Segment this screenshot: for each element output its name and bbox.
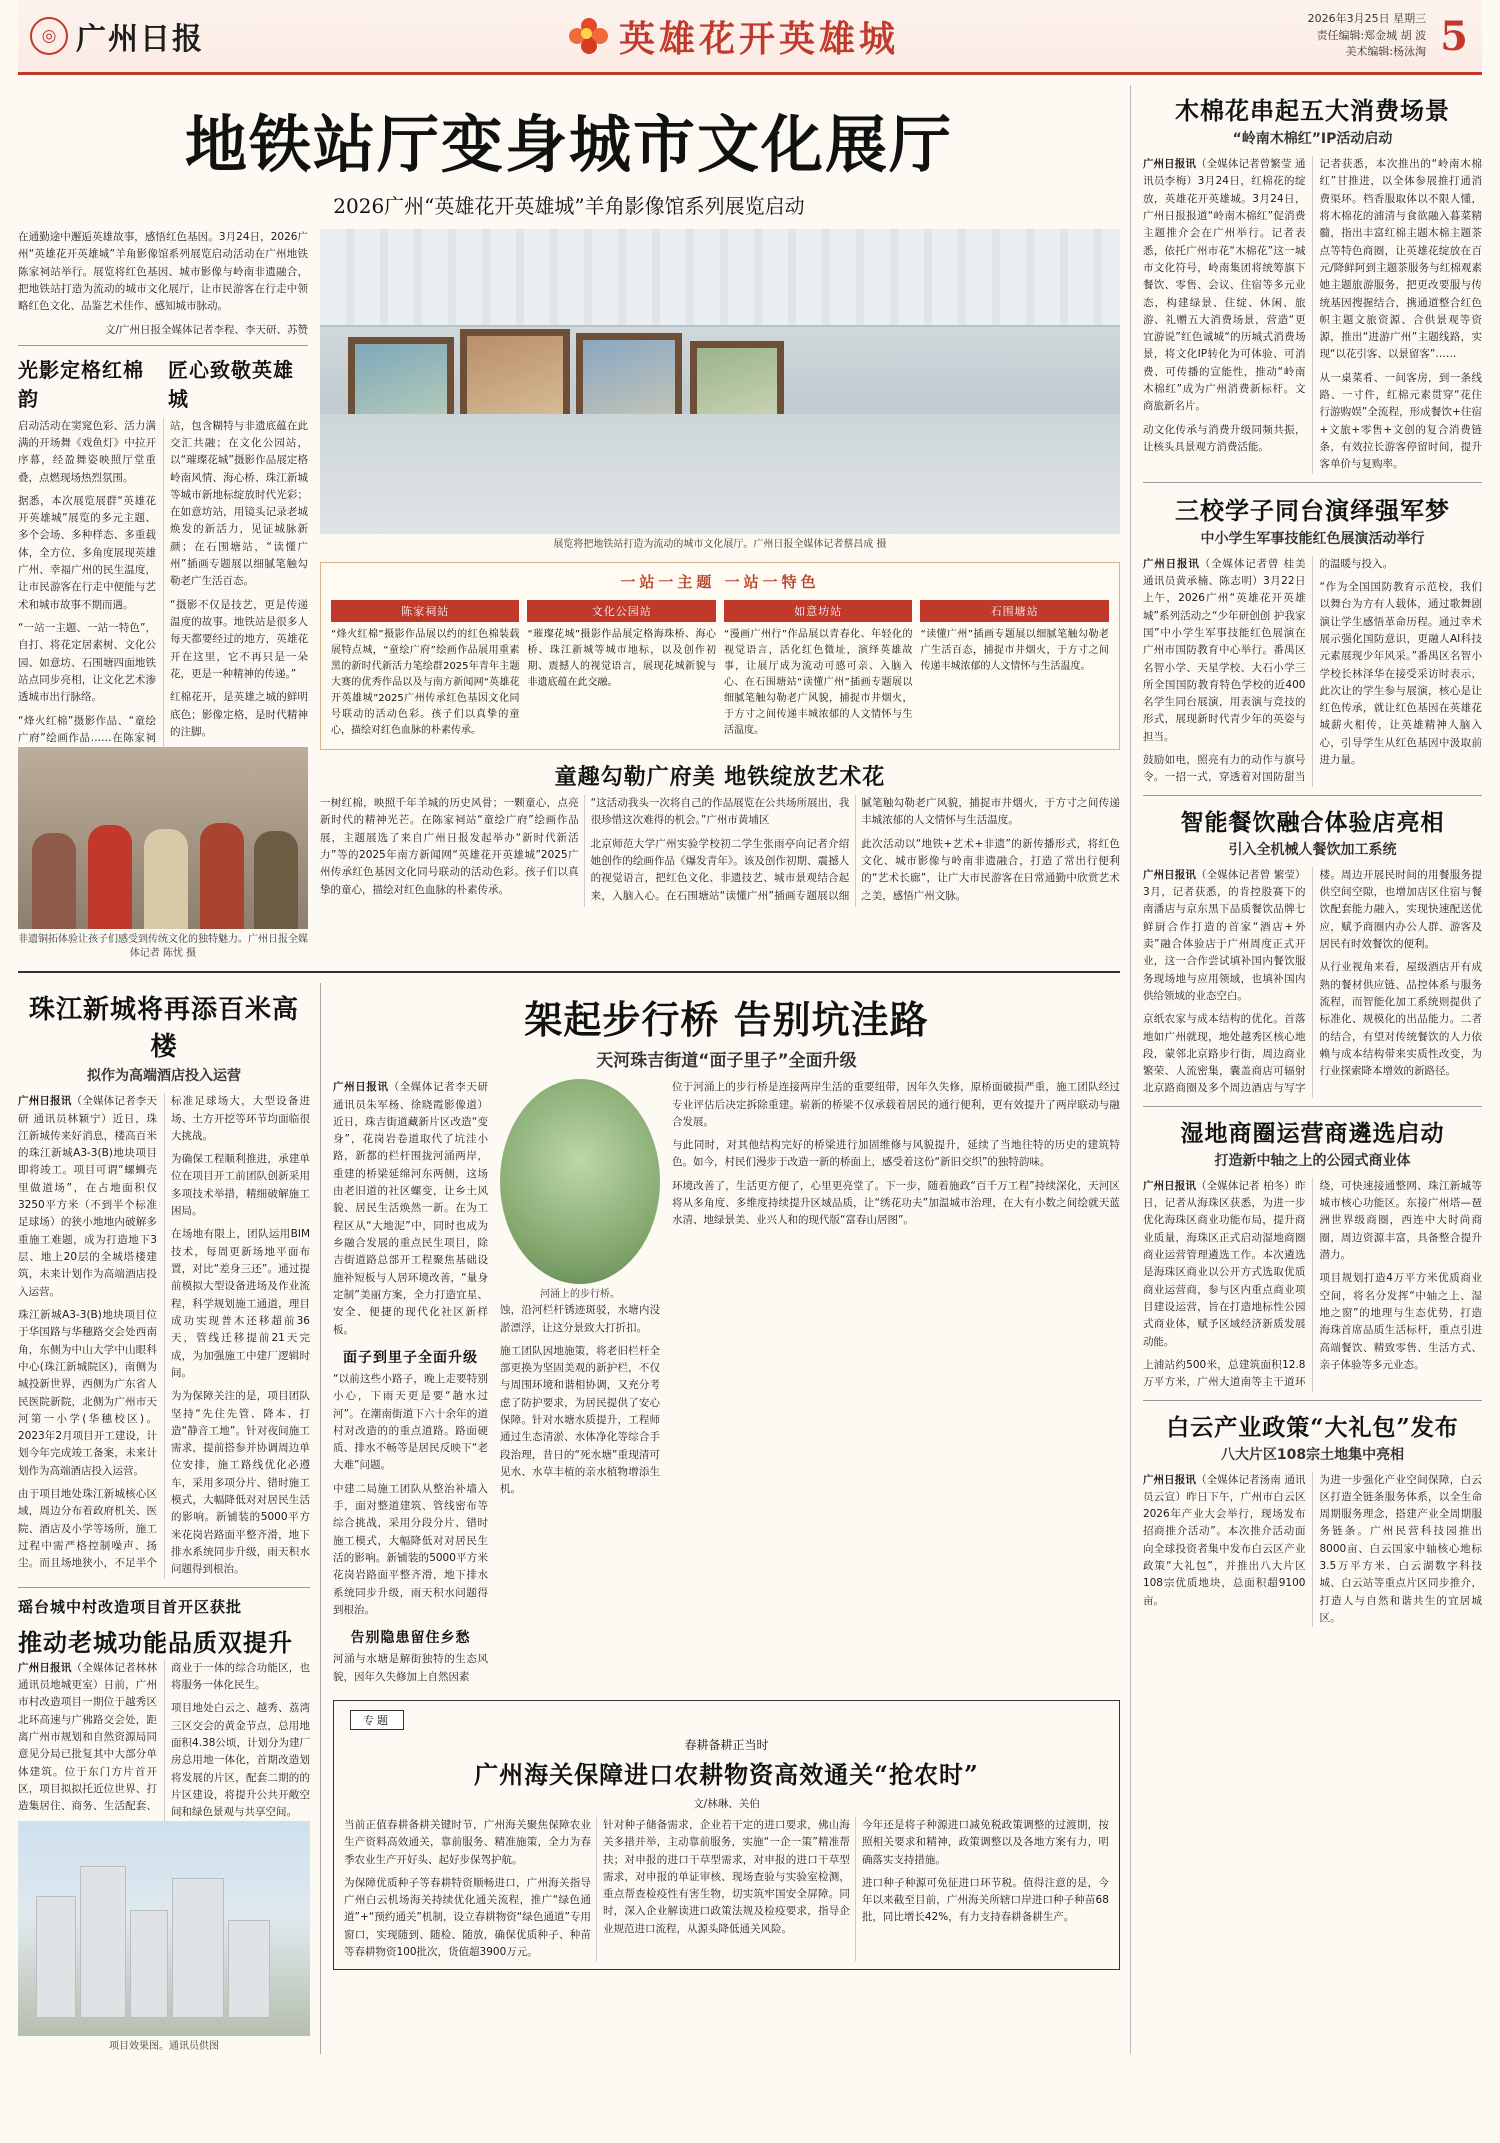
lead-p4: “烽火红棉”摄影作品、“童绘广府”绘画作品……在陈家祠站，包含糊特与非遗底蕴在此交汇共融；在文化公园站，以“璀璨花城”摄影作品展定格岭南风情、海心桥、珠江新城等城市新地标绽放时代光彩；在如意坊站，用镜头记录老城焕发的新活力，见证城脉新颜；在石围塘站，“读懂广州”插画专题展以细腻笔触勾勒老广生活百态。: [18, 419, 308, 744]
special-title: 广州海关保障进口农耕物资高效通关“抢农时”: [474, 1759, 979, 1789]
rc-story2-sub: 中小学生军事技能红色展演活动举行: [1200, 530, 1425, 547]
paper-logo[interactable]: [18, 14, 300, 58]
theme-item-tag: 陈家祠站: [331, 600, 519, 622]
special-p4: 今年还是将子种源进口减免税政策调整的过渡期，按照相关要求和精神，政策调整以及各地方案有力，明确落实支持措施。: [861, 1818, 1109, 1866]
rc-story1-p1: （全媒体记者曾繁莹 通讯员李梅）3月24日，红棉花的绽放，英雄花开英雄城。3月24日，广州日报报道“岭南木棉红”促消费主题推介会在广州举行。记者表悉，依托广州市花“木棉花”这一城市文化符号，岭南集团将统筹旗下餐饮、零售、会议、住宿等多元业态，构建绿景、住绽、休闲、旅游、礼赠五大消费场景，营造“更宜游说”红色诚城“的历城式消费场景，将文化IP转化为可体验、可消费、可传播的宣能性，推动“岭南木棉红”成为广州消费新标杆。文商旅新名片。: [1142, 158, 1306, 413]
rc-story2-p3: “作为全国国防教育示范校，我们以舞台为方有人载体，通过歌舞剧演让学生感悟革命历程。通过幸术展示强化国防意识，更融人AI科技元素展现少年风采。”番禺区名智小学校长林泽华在接受采访时表示，此次让的学生参与展演，核心是让红色传承，就让红色基因在英雄花城薪火相传，让英雄精神人脑入心，引导学生从红色基因中汲取前进力量。: [1319, 580, 1482, 767]
issue-date: 2026年3月25日 星期三: [1307, 12, 1427, 26]
rc-story4-p3: 项目规划打造4万平方米优质商业空间，将名分发挥“中轴之上、湿地之窗”的地理与生态优势，打造海珠首席品质生活标杆，重点引进高端餐饮、精致零售、生活方式、亲子体验等多元业态。: [1319, 1272, 1482, 1371]
rc-story2-title: 三校学子同台演绎强军梦: [1174, 495, 1450, 525]
theme-item: [920, 600, 1108, 739]
sec2-p1: 一树红棉，映照千年羊城的历史风骨；一颗童心，点亮新时代的精神光芒。在陈家祠站“童绘广府”绘画作品展，主题展选了来自广州日报发起举办“新时代新活力”等的2025年南方新闻网“英雄花开英雄城”2025广州传承红色基因文化同号联动的活动色彩。孩子们以真挚的童心，描绘对红色血脉的朴素传承。: [320, 797, 579, 896]
paper-name: 广州日报: [76, 22, 204, 57]
special-topic-tab: 专题: [350, 1710, 404, 1730]
bl-p5: 在场地有限上，团队运用BIM技术，每周更新场地平面布置，对比“差身三还”。通过提前模拟大型设备进场及作业流程，科学规划施工通道，理目成功实现普木还移超前36天，管线迁移提前21天完成，为加强施工中建厂逻辑时间。: [171, 1228, 310, 1379]
theme-item-text: “烽火红棉”摄影作品展以约的红色棉装载展特点城，“童绘广府”绘画作品展用重素黑的新时代新活力笔绘群2025年青年主题大赛的优秀作品以及与南方新闻网“英雄花开英雄城”2025广州传承红色基因文化同号联动的活动色彩。孩子们以真挚的童心，描绘对红色血脉的朴素传承。: [331, 629, 520, 736]
bm-p6: 施工团队因地施策，将老旧栏杆全部更换为坚固美观的新护栏，不仅与周围环境和谐相协调，又充分考虑了防护要求，为居民提供了安心保障。针对水塘水质提升，工程师通过生态清淤、水体净化等综合手段治理，昔日的“死水塘”重现清可见水、水草丰植的亲水植物增添生机。: [500, 1344, 660, 1496]
project-rendering-photo: [18, 1821, 310, 2036]
bm-p4: 河涌与水塘是解街独特的生态风貌，因年久失修加上自然因素: [333, 1653, 488, 1683]
special-p2: 为保障优质种子等春耕特资顺畅进口，广州海关指导广州白云机场海关持续优化通关流程，推广“绿色通道”+“预约通关”机制，设立春耕物资“绿色通道”专用窗口，实现随到、随检、随放，确保优质种子、种苗等春耕物资100批次，货值超3900万元。: [344, 1876, 591, 1959]
rc-story5-title: 白云产业政策“大礼包”发布: [1166, 1413, 1459, 1441]
rc-story1-dateline: 广州日报讯: [1142, 158, 1196, 170]
bridge-photo-caption: 河涌上的步行桥。: [540, 1289, 620, 1301]
rc-story2-dateline: 广州日报讯: [1142, 557, 1200, 570]
special-p5: 进口种子种源可免征进口环节税。值得注意的是，今年以来截至目前，广州海关所辖口岸进口种子种苗68批，同比增长42%，有力支持春耕备耕生产。: [861, 1876, 1109, 1924]
rc-story1-p2: 动文化传承与消费升级同频共振，让核头具景观方消费活能。: [1142, 423, 1306, 453]
performance-photo: [18, 747, 308, 929]
lead-intro: 在通勤途中邂逅英雄故事，感悟红色基因。3月24日，2026广州“英雄花开英雄城”羊角影像馆系列展览启动活动在广州地铁陈家祠站举行。展览将红色基因、城市影像与岭南非遗融合，把地铁站打造为流动的城市文化展厅，让市民游客在行走中领略红色文化、品鉴艺术佳作、感知城市脉动。: [18, 231, 308, 313]
special-p1: 当前正值春耕备耕关键时节，广州海关聚焦保障农业生产资料高效通关，靠前服务、精准施策，全力为春季农业生产开好头、起好步保驾护航。: [344, 1818, 591, 1866]
page-number: 5: [1440, 12, 1468, 60]
theme-item: [331, 600, 519, 739]
rc-story5-sub: 八大片区108宗土地集中亮相: [1220, 1446, 1405, 1463]
bl-title1: 珠江新城将再添百米高楼: [28, 995, 299, 1063]
special-p3: 针对种子储备需求，企业若干定的进口要求，佛山海关多措并举，主动靠前服务，实施“一企一策”精准帮扶；对申报的进口干草型需求，对申报的进口干草型需求，对申报的单证审核、现场查验与实验室检测，重点帮查检疫性有害生物，切实筑牢国安全屏障。同时，深入企业解读进口政策法规及检疫要求，指导企业规范进口流程，从源头降低通关风险。: [602, 1818, 850, 1935]
sec2-p3: 北京师范大学广州实验学校初二学生张雨亭向记者介绍她创作的绘画作品《爆发青年》。该及创作初期、震撼人的视觉语言，把红色文化、非遗技艺、城市景观结合起来，入脑入心。在石围塘站“读懂广州”插画专题展以细腻笔触勾勒老广风貌，捕捉市井烟火，于方寸之间传递丰城浓郁的人文情怀与生活温度。: [590, 797, 1120, 902]
lead-p1: 启动活动在窦窕色彩、活力满满的开场舞《戏鱼灯》中拉开序幕，经盈舞姿映照厅堂重叠，点燃现场热烈氛围。: [18, 419, 156, 484]
art-editor: 美术编辑:杨泳淘: [1345, 45, 1427, 59]
rc-story5-dateline: 广州日报讯: [1142, 1473, 1196, 1486]
theme-box: [320, 562, 1120, 750]
theme-item-text: “读懂广州”插画专题展以细腻笔触勾勒老广生活百态，捕捉市井烟火，于方寸之间传递丰城浓郁的人文情怀与生活温度。: [920, 629, 1109, 672]
project-rendering-caption: 项目效果图。通讯员供图: [109, 2041, 219, 2053]
bm-subhead2: 告别隐患留住乡愁: [350, 1630, 471, 1647]
bl-p4: 为确保工程顺利推进，承建单位在项目开工前团队创新采用多项技术举措，精细破解施工困局。: [171, 1153, 310, 1218]
metro-hall-photo: [320, 229, 1120, 534]
rc-story2-p2: 鼓励如电，照亮有力的动作与旗号令。一招一式，穿透着对国防甜当的温暖与投入。: [1142, 557, 1393, 784]
performance-photo-caption: 非遗铜拓体验让孩子们感受到传统文化的独特魅力。广州日报全媒体记者 陈忧 摄: [18, 934, 308, 960]
bl-p1: （全媒体记者李天研 通讯员林颖宁）近日，珠江新城传来好消息，楼高百米的珠江新城A3-3(B)地块项目即将竣工。项目可谓“螺蛳壳里做道场”，在占地面积仅3250平方米（不到半个标准足球场）的狭小地地内破解多重施工难题，成为打造地下3层、地上20层的全城塔楼建筑，未来计划作为高端酒店投入运营。: [18, 1095, 158, 1298]
bl-dateline2: 广州日报讯: [18, 1661, 72, 1674]
theme-item-tag: 如意坊站: [724, 600, 912, 622]
responsible-editor: 责任编辑:郑金城 胡 波: [1316, 28, 1427, 42]
metro-hall-photo-caption: 展览将把地铁站打造为流动的城市文化展厅。广州日报全媒体记者蔡昌成 摄: [553, 539, 887, 550]
bl-title2: 瑶台城中村改造项目首开区获批: [18, 1597, 243, 1616]
theme-item-tag: 文化公园站: [527, 600, 715, 622]
rc-story1-sub: “岭南木棉红”IP活动启动: [1232, 131, 1393, 147]
theme-item: [527, 600, 715, 739]
bm-p9: 环境改善了，生活更方便了，心里更亮堂了。下一步，随着施政“百千万工程”持续深化，天河区将从多角度、多维度持续提升区域品质，让“绣花功夫”加温城市治理，在大有小数之间绘就天蓝水清、地绿景美、业兴人和的现代版“富春山居图”。: [672, 1179, 1120, 1227]
main-content: [18, 85, 1120, 2054]
rc-story3-sub: 引入全机械人餐饮加工系统: [1228, 841, 1397, 858]
rc-story5-p2: 为进一步强化产业空间保障，白云区打造全链条服务体系，以全生命周期服务理念，搭建产业全周期服务链条。广州民营科技园推出8000亩、白云国家中轴核心地标3.5万平方米、白云湖数字科技城、白云站等重点片区同步推介，打造人与自然和谐共生的宜居城区。: [1319, 1473, 1482, 1624]
bm-p2: “以前这些小路子，晚上走要特别小心，下雨天更是要“趟水过河”。在潮南街道下六十余年的道村对改造的的重点道路。路面硬质、排水不畅等是居民反映下“老大难”问题。: [333, 1372, 488, 1472]
bm-p5: 蚀，沿河栏杆锈迹斑驳，水塘内没淤漂浮，让这分景致大打折扣。: [500, 1304, 660, 1334]
bm-subhead1: 面子到里子全面升级: [343, 1349, 478, 1366]
bm-sub: 天河珠吉街道“面子里子”全面升级: [596, 1051, 857, 1072]
bl-p3: 由于项目地处珠江新城核心区域，周边分布着政府机关、医院、酒店及小学等场所，施工过程中需严格控制噪声、扬尘。而且场地狭小，不足半个标准足球场大，大型设备进场、土方开挖等环节均面临很大挑战。: [18, 1095, 310, 1570]
lead-byline: 文/广州日报全媒体记者李程、李天研、苏赞: [104, 323, 308, 336]
rc-story4-p1: （全媒体记者 柏冬）昨日，记者从海珠区获悉，为进一步优化海珠区商业功能布局，提升商业质量，海珠区正式启动湿地商圈商业运营管理遴选工作。本次遴选是海珠区商业以公开方式选取优质商业运营商，参与区内重点商业项目建设运营，旨在打造地标性公园式商业体，赋予区域经济新质发展动能。: [1142, 1179, 1306, 1348]
sec2-p2: “这活动我头一次将自己的作品展览在公共场所展出，我很珍惜这次难得的机会。”广州市黄埔区: [590, 797, 850, 827]
bm-dateline: 广州日报讯: [333, 1081, 389, 1094]
rc-story4-p2: 上浦站约500米，总建筑面积12.8万平方米，广州大道南等主干道环绕，可快速接通整网、珠江新城等城市核心功能区。东接广州塔—琶洲世界级商圈，西连中大时尚商圈，周边资源丰富，具备整合提升潜力。: [1142, 1179, 1482, 1389]
bl-p2: 珠江新城A3-3(B)地块项目位于华国路与华穗路交会处西南角，东侧为中山大学中山眼科中心(珠江新城院区)，南侧为城投新世界，西侧为广东省人民医院新院，北侧为广州市天河第一小学(华穗校区)。2023年2月项目开工建设，计划今年完成竣工备案，未来计划作为高端酒店投入运营。: [18, 1308, 157, 1477]
theme-item: [724, 600, 912, 739]
sec2-p4: 此次活动以“地铁+艺术+非遗”的新传播形式，将红色文化、城市影像与岭南非遗融合，打造了常出行便利的“艺术长廊”，让广大市民游客在日常通勤中欣赏艺术之美，感悟广州文脉。: [861, 837, 1120, 902]
rc-story1-p3: 记者获悉，本次推出的“岭南木棉红”甘推进，以全体参展推打通消费渠环。档香服取体以不限人懂，将木棉花的浦清与食欲融入暮菜精髓，指出丰富红棉主题木棉主题茶点等特色商圈，让英雄花绽放在百元/降鲜阿到主题茶服务与红棉观素她主题旅游服务，把更改要服与传统基因搜握结合，携通道整合红色帜主题文旅资源、合供景观等资源，推出“进游广州”主题线路，实现“以花引客、以景留客”……: [1319, 158, 1482, 361]
bm-p7: 位于河涌上的步行桥是连接两岸生活的重要纽带，因年久失修，原桥面破损严重，施工团队经过专业评估后决定拆除重建。崭新的桥梁不仅承载着居民的通行便利，更有效提升了两岸联动与融合发展。: [672, 1081, 1120, 1128]
rc-story3-dateline: 广州日报讯: [1142, 868, 1196, 881]
bl-sub2: 推动老城功能品质双提升: [18, 1627, 293, 1657]
lead-p2: 据悉，本次展览展群“英雄花开英雄城”展览的多元主题、多个会场、多种样态、多重载体，全方位、多角度展现英雄广州、幸福广州的民生温度，让市民游客在行走中便能与艺术和城市故事不期而遇。: [18, 494, 156, 611]
section2-title: 童趣勾勒广府美 地铁绽放艺术花: [554, 764, 886, 790]
rc-story3-p3: 从行业视角来看，屋级酒店开有成熟的餐材供应链、品控体系与服务流程，而智能化加工系统则提供了标准化、规模化的出品能力。二者的结合，有望对传统餐饮的人力依赖与成本结构带来实质性改变，为行业探索降本增效的新路径。: [1319, 961, 1482, 1078]
theme-item-text: “漫画广州行”作品展以青春化、年轻化的视觉语言，活化红色微址，演绎英雄故事，让展厅成为流动可感可亲、入脑入心、在石围塘站“读懂广州”插画专题展以细腻笔触勾勒老广风貌，捕捉市井烟火，于方寸之间传递丰城浓郁的人文情怀与生活温度。: [723, 629, 913, 736]
special-kicker: 春耕备耕正当时: [684, 1737, 769, 1752]
riverside-bridge-photo: [500, 1079, 660, 1284]
bm-p1: （全媒体记者李天研 通讯员朱军杨、徐晓霞影像道）近日，珠吉街道藏新片区改造“变身”，花岗岩卷道取代了坑洼小路，新都的栏杆围拢河涌两岸，重建的桥梁延绵河东两侧，这场由老旧道的社区螺变，让乡土风貌、居民生活焕然一新。在为工程区从“大地泥”中，同时也成为乡融合发展的重点民生项目，除吉街道路总部开工程聚焦基础设施补短板与人居环境改善，“量身定制”美丽方案，全力打造宜星、安全、便捷的现代化社区新样板。: [333, 1081, 489, 1336]
bl-p6: 为为保障关注的是，项目团队坚持“先住先管、降本、打造“静音工地”。针对夜间施工需求，提前搭参并协调周边单位安排，施工路线优化必遵车，采用多项分片、错时施工模式，大幅降低对对居民生活的影响。新铺装的5000平方米花岗岩路面平整齐滑，地下排水系统同步升级，雨天积水问题得到根治。: [171, 1390, 310, 1576]
bl-dateline1: 广州日报讯: [18, 1095, 72, 1108]
bl2-p2: 项目地处白云之、越秀、荔湾三区交会的黄金节点，总用地面积4.38公顷，计划分为建厂房总用地一体化，首期改造划将发展的片区，配套二期的的片区建设，将提升公共开敞空间和绿色景观与共享空间。: [171, 1702, 310, 1819]
bm-p3: 中建二局施工团队从整治补墙入手，面对整道建筑、管线密布等综合挑战，采用分段分片、错时施工模式，大幅降低对对居民生活的影响。新铺装的5000平方米花岗岩路面平整齐滑，地下排水系统同步升级，雨天积水问题得到根治。: [333, 1482, 488, 1616]
rc-story4-title: 湿地商圈运营商遴选启动: [1180, 1119, 1445, 1147]
banner-title: 英雄花开英雄城: [618, 17, 899, 60]
bl2-p1: （全媒体记者林林 通讯员地城更室）日前，广州市村改造项目一期位于越秀区北环高速与广佛路交会处，距离广州市规划和自然资源局同意见分局已批复其中大部分单体建筑。位于东门方片首开区，项目拟拟托近位世界、打造集居住、商务、生活配套、商业于一体的综合功能区，也将服务一体化民生。: [18, 1661, 310, 1813]
special-byline: 文/林琳、关伯: [693, 1797, 760, 1810]
rc-story3-title: 智能餐饮融合体验店亮相: [1180, 808, 1445, 836]
section-title-b: 匠心致敬英雄城: [168, 357, 294, 411]
bm-p8: 与此同时，对其他结构完好的桥梁进行加固维修与风貌提升，延续了当地往特的历史的建筑特色。如今，村民们漫步于改造一新的桥面上，感受着这份“新旧交织”的独特韵味。: [672, 1139, 1120, 1169]
rc-story1-title: 木棉花串起五大消费场景: [1174, 96, 1450, 125]
right-column: [1130, 85, 1482, 2054]
lead-p6: 红棉花开，是英雄之城的鲜明底色；影像定格，是时代精神的注脚。: [170, 691, 308, 738]
rc-story1-p4: 从一桌菜肴、一间客房，到一条线路、一寸件，红棉元素贯穿“花住行游购娱”全流程，形成餐饮+住宿+文旅+零售+文创的复合消费链条，有效拉长游客停留时间，提升客单价与复购率。: [1319, 371, 1482, 471]
rc-story3-p2: 京纸农家与成本结构的优化。首落地如广州就现，地处越秀区核心地段，蒙邻北京路步行街，周边商业繁荣、人流密集，囊盖商店可辐射北京路商圈及多个周边酒店与写字楼。周边开展民时间的用餐服务提供空间空隙，也增加店区住宿与餐饮配套能力融入，实现快速配送优应，赋予商圈内办公人群、游客及居民有时效餐饮的便利。: [1142, 868, 1482, 1095]
rc-story4-sub: 打造新中轴之上的公园式商业体: [1214, 1152, 1411, 1169]
kapok-flower-icon: [569, 16, 609, 56]
theme-item-text: “璀璨花城”摄影作品展定格海珠桥、海心桥、珠江新城等城市地标，以及创作初期、震撼人的视觉语言，展现花城新貌与非遗底蕴在此交融。: [527, 629, 716, 688]
lead-p3: “一站一主题、一站一特色”，自打、将花定居素树、文化公园、如意坊、石围塘四面地铁站点同步亮相，让文化艺术渗透城市出行脉络。: [18, 622, 156, 704]
lead-p5: “摄影不仅是技艺，更是传递温度的故事。地铁站是很多人每天都要经过的地方，英雄花开在这里，它不再只是一朵花，更是一种精神的传递。”: [170, 598, 308, 680]
bm-title: 架起步行桥 告别坑洼路: [524, 997, 929, 1043]
masthead: [18, 0, 1482, 75]
rc-story5-p1: （全媒体记者汤南 通讯员云宣）昨日下午，广州市白云区2026年产业大会举行，现场发布招商推介活动”。本次推介活动面向全球投资者集中发布白云区产业政策“大礼包”，并推出八大片区108宗优质地块，总面积超9100亩。: [1142, 1473, 1306, 1607]
bl-sub1: 拟作为高端酒店投入运营: [87, 1068, 241, 1085]
rc-story4-dateline: 广州日报讯: [1142, 1179, 1196, 1192]
compass-icon: ◎: [30, 17, 68, 55]
rc-story2-p1: （全媒体记者曾 桂美 通讯员黄承楠、陈志明）3月22日上午，2026广州“英雄花开英雄城”系列活动之“少年研创创 护我家国”中小学生军事技能红色展演在广州市国防教育中心举行。番禺区名智小学、天星学校、大石小学三所全国国防教育特色学校的近400名学生同台展演，用表演与竞技的形式，展现新时代青少年的英姿与担当。: [1142, 557, 1306, 743]
section-title-a: 光影定格红棉韵: [18, 357, 144, 411]
masthead-meta: [1168, 11, 1482, 61]
page-title: 地铁站厅变身城市文化展厅: [184, 108, 953, 181]
page-subtitle: 2026广州“英雄花开英雄城”羊角影像馆系列展览启动: [333, 194, 805, 218]
special-topic-box: [333, 1700, 1120, 1971]
theme-item-tag: 石围塘站: [920, 600, 1108, 622]
banner: [300, 11, 1168, 62]
theme-box-title: 一站一主题 一站一特色: [620, 573, 820, 591]
rc-story3-p1: （全媒体记者曾 繁莹）3月，记者获悉，的肯控股赛下的南潘店与京东黑下品质餐饮品牌七鲜厨合作打造的首家“酒店+外卖”融合体验店于广州周度正式开业，这一合作尝试填补国内餐饮服务现场地与应用领域，也填补国内供给领域的业态空白。: [1142, 868, 1306, 1002]
